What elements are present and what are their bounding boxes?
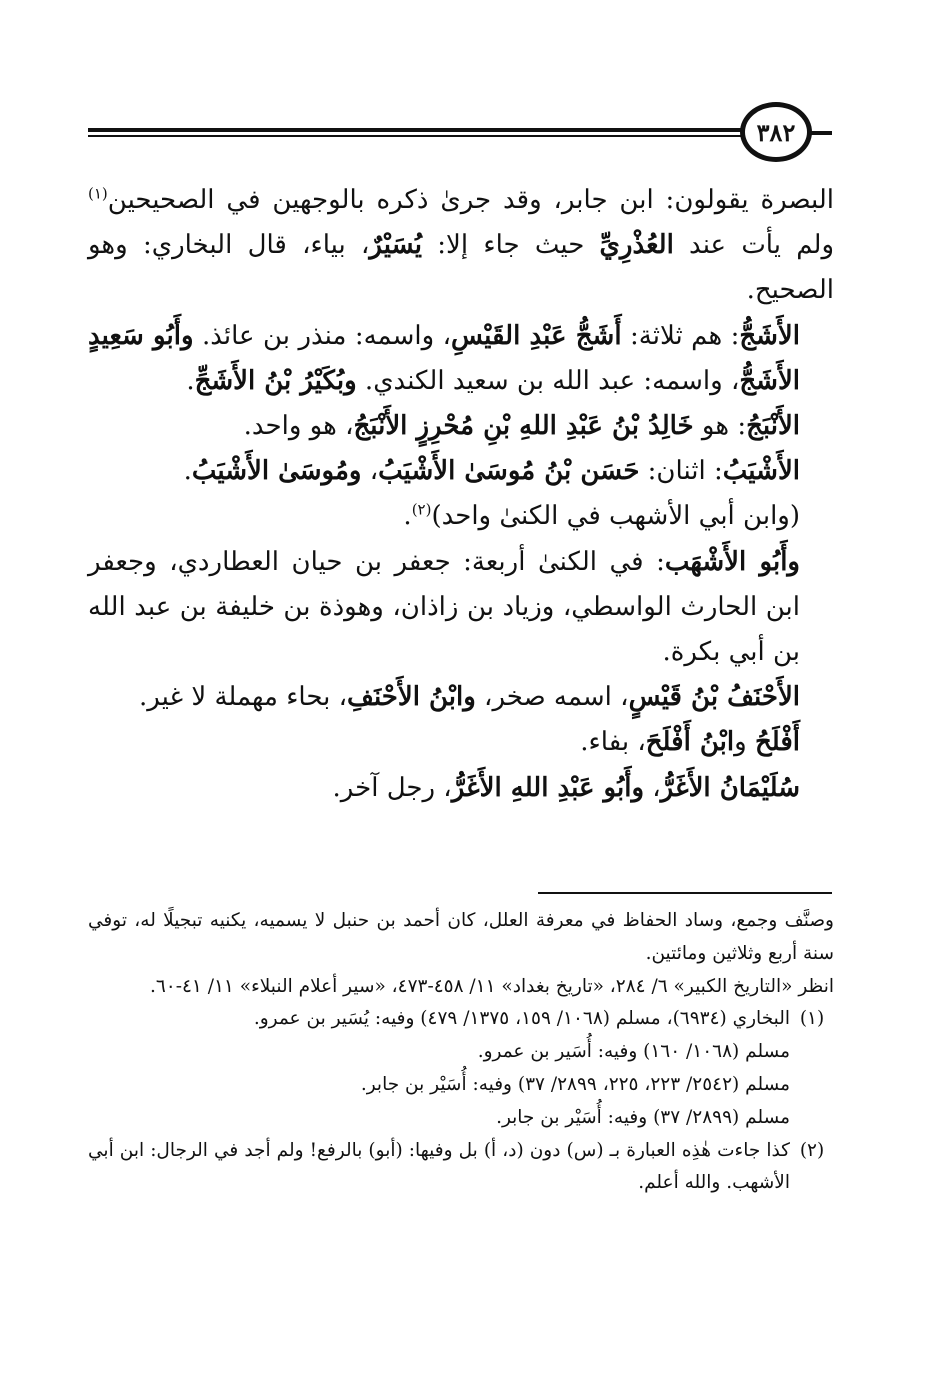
bold-term: الأَشْيَبُ [722, 456, 800, 487]
footnote-1 [88, 1003, 834, 1134]
footnote-line: مسلم (٢٨٩٩/ ٣٧) وفيه: أُسَيْر بن جابر. [496, 1106, 790, 1128]
text-run: ، [644, 772, 661, 803]
footnote-separator [538, 892, 832, 894]
paragraph-p7 [88, 675, 834, 720]
text-run: (وابن أبي الأشهب في الكنىٰ واحد) [431, 501, 800, 532]
bold-term: حَسَن بْنُ مُوسَىٰ الأَشْيَبُ [378, 456, 640, 487]
text-run: ، هو واحد. [243, 411, 354, 442]
bold-term: يُسَيْرٌ [369, 230, 422, 261]
text-run: و [734, 727, 755, 758]
paragraph-p5 [88, 494, 834, 539]
header-rule-right [810, 131, 832, 135]
text-run: ، واسمه: منذر بن عائذ. [193, 320, 451, 351]
footnote-number: (١) [799, 1008, 825, 1030]
bold-term: وأَبُو الأَشْهَب [664, 546, 800, 577]
text-run: ، واسمه: عبد الله بن سعيد الكندي. [356, 365, 740, 396]
footnote-number: (٢) [799, 1139, 825, 1161]
bold-term: ومُوسَىٰ الأَشْيَبُ [191, 456, 362, 487]
bold-term: العُذْرِيِّ [599, 230, 674, 261]
footnote-2 [88, 1135, 834, 1201]
bold-term: ابْنُ أَفْلَحَ [645, 727, 735, 758]
paragraph-p8 [88, 720, 834, 765]
bold-term: أَشَجُّ عَبْدِ القَيْسِ [451, 320, 622, 351]
paragraph-p1 [88, 178, 834, 314]
bold-term: وأَبُو سَعِيدٍ الأَشَجُّ [88, 320, 800, 396]
page-number-badge [740, 102, 812, 162]
bold-term: الأَنْبَجُ [746, 411, 800, 442]
bold-term: سُلَيْمَانُ الأَغَرُّ [660, 772, 800, 803]
bold-term: وابْنُ الأَحْنَفِ [347, 682, 476, 713]
header-rule-thick [88, 128, 743, 132]
bold-term: الأَشَجُّ [739, 320, 800, 351]
paragraph-p9 [88, 766, 834, 811]
bold-term: الأَحْنَفُ بْنُ قَيْسٍ [628, 682, 800, 713]
footnotes [88, 905, 834, 1200]
paragraph-p3 [88, 404, 834, 449]
text-run: ، بفاء. [580, 727, 646, 758]
page-header [88, 102, 832, 166]
bold-term: خَالِدُ بْنُ عَبْدِ اللهِ بْنِ مُحْرِزٍ الأَنْبَجُ [353, 411, 694, 442]
footnote-continued-line: وصنَّف وجمع، وساد الحفاظ في معرفة العلل، كان أحمد بن حنبل لا يسميه، يكنيه تبجيلًا له، توفي سنة أربع وثلاثين ومائتين. [88, 910, 834, 964]
text-run: ، بياء، قال البخاري: وهو الصحيح. [88, 230, 834, 306]
text-run: : اثنان: [639, 456, 723, 487]
footnote-line: كذا جاءت هٰذِه العبارة بـ (س) دون (د، أ) بل وفيها: (أبو) بالرفع! ولم أجد في الرجال: ابن أبي الأشهب. والله أعلم. [88, 1139, 790, 1194]
header-rule-thin [88, 135, 743, 137]
paragraph-p2 [88, 314, 834, 404]
text-run: : هم ثلاثة: [621, 320, 740, 351]
bold-term: أَفْلَحُ [754, 727, 800, 758]
text-run: حيث جاء إلا: [422, 230, 600, 261]
text-run: ، اسمه صخر، [475, 682, 629, 713]
bold-term: وبُكَيْرُ بْنُ الأَشَجِّ [194, 365, 357, 396]
footnote-ref: (١) [88, 184, 108, 203]
text-run: ، رجل آخر. [332, 772, 452, 803]
text-run: البصرة يقولون: ابن جابر، وقد جرىٰ ذكره بالوجهين في الصحيحين [107, 185, 834, 215]
footnote-ref: (٢) [411, 500, 432, 519]
footnote-continued-line: انظر «التاريخ الكبير» ٦/ ٢٨٤، «تاريخ بغداد» ١١/ ٤٥٨-٤٧٣، «سير أعلام النبلاء» ١١/ ٤١-٦٠. [149, 975, 834, 997]
text-run: ولم يأت عند [673, 230, 835, 261]
footnote-line: مسلم (١٠٦٨/ ١٦٠) وفيه: أُسَير بن عمرو. [477, 1041, 790, 1063]
paragraph-p6 [88, 540, 834, 676]
text-run: : هو [693, 411, 747, 442]
paragraph-p4 [88, 449, 834, 494]
text-run: . [183, 456, 192, 487]
footnote-line: البخاري (٦٩٣٤)، مسلم (١٠٦٨/ ١٥٩، ١٣٧٥/ ٤٧٩) وفيه: يُسَير بن عمرو. [253, 1008, 790, 1030]
footnote-line: مسلم (٢٥٤٢/ ٢٢٣، ٢٢٥، ٢٨٩٩/ ٣٧) وفيه: أُسَيْر بن جابر. [360, 1073, 790, 1095]
text-run: . [403, 501, 412, 532]
text-run: ، بحاء مهملة لا غير. [139, 682, 348, 713]
text-run: . [186, 365, 195, 396]
text-run: ، [361, 456, 379, 487]
main-text [88, 178, 834, 811]
text-run: : في الكنىٰ أربعة: جعفر بن حيان العطاردي، وجعفر ابن الحارث الواسطي، وزياد بن زاذان، وهوذة بن خليفة بن عبد الله بن أبي بكرة. [88, 546, 800, 668]
bold-term: وأَبُو عَبْدِ اللهِ الأَغَرُّ [451, 772, 644, 803]
page-number: ٣٨٢ [756, 117, 796, 147]
